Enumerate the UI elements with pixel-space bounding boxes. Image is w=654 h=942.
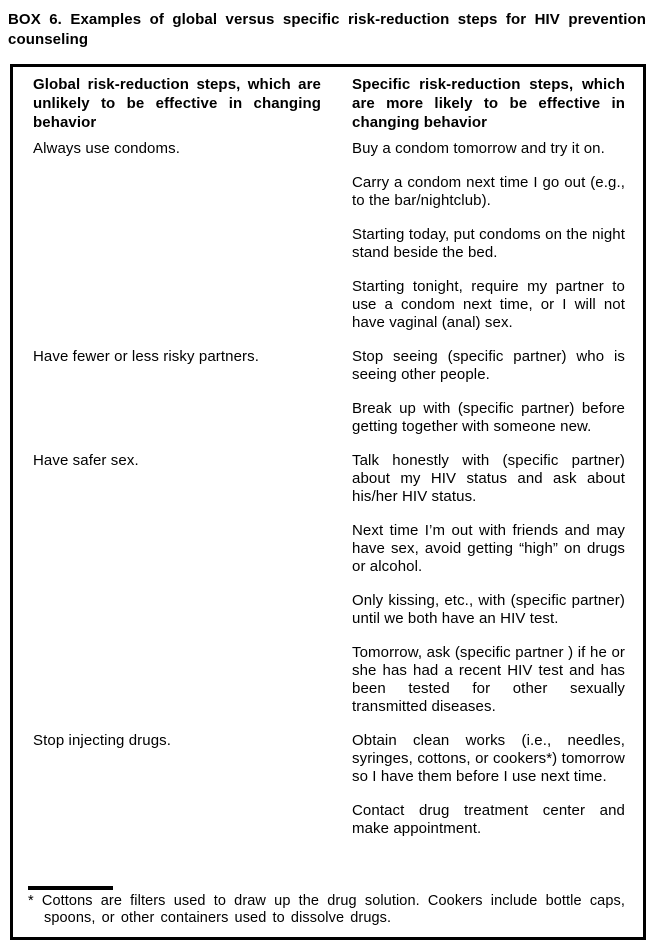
global-column-header: Global risk-reduction steps, which are unlikely to be effective in changing behavior	[33, 76, 321, 131]
specific-step-paragraph: Next time I’m out with friends and may have sex, avoid getting “high” on drugs or alcohol.	[352, 522, 625, 575]
footnote-separator-rule	[28, 886, 113, 890]
table-row	[33, 452, 625, 732]
box-title: BOX 6. Examples of global versus specific risk-reduction steps for HIV prevention counseling	[8, 11, 646, 48]
specific-step-paragraph: Buy a condom tomorrow and try it on.	[352, 140, 605, 157]
specific-steps-cell	[352, 348, 625, 452]
footnote	[28, 893, 625, 927]
specific-step-paragraph: Starting tonight, require my partner to use a condom next time, or I will not have vaginal (anal) sex.	[352, 278, 625, 331]
specific-step-paragraph: Carry a condom next time I go out (e.g., to the bar/nightclub).	[352, 174, 625, 209]
specific-step-paragraph: Starting today, put condoms on the night stand beside the bed.	[352, 226, 625, 261]
table-row	[33, 732, 625, 854]
specific-step-paragraph: Stop seeing (specific partner) who is seeing other people.	[352, 348, 625, 383]
global-step-cell: Stop injecting drugs.	[33, 732, 172, 749]
specific-step-paragraph: Talk honestly with (specific partner) about my HIV status and ask about his/her HIV status.	[352, 452, 625, 505]
column-headers	[33, 75, 625, 132]
table-row	[33, 140, 625, 348]
specific-steps-cell	[352, 452, 625, 732]
footnote-block	[28, 886, 625, 927]
specific-step-paragraph: Obtain clean works (i.e., needles, syringes, cottons, or cookers*) tomorrow so I have them before I use next time.	[352, 732, 625, 785]
specific-steps-cell	[352, 732, 625, 854]
content-box	[10, 64, 646, 940]
footnote-text: Cottons are filters used to draw up the drug solution. Cookers include bottle caps, spoons, or other containers used to dissolve drugs.	[41, 893, 625, 926]
global-step-cell: Have fewer or less risky partners.	[33, 348, 259, 365]
specific-step-paragraph: Contact drug treatment center and make appointment.	[352, 802, 625, 837]
global-step-cell: Always use condoms.	[33, 140, 180, 157]
specific-step-paragraph: Tomorrow, ask (specific partner ) if he or she has had a recent HIV test and has been tested for other sexually transmitted diseases.	[352, 644, 625, 715]
specific-steps-cell	[352, 140, 625, 348]
table-rows	[33, 140, 625, 854]
global-step-cell: Have safer sex.	[33, 452, 139, 469]
specific-step-paragraph: Only kissing, etc., with (specific partner) until we both have an HIV test.	[352, 592, 625, 627]
specific-column-header: Specific risk-reduction steps, which are more likely to be effective in changing behavior	[352, 76, 625, 131]
table-row	[33, 348, 625, 452]
footnote-marker: *	[28, 893, 34, 909]
specific-step-paragraph: Break up with (specific partner) before getting together with someone new.	[352, 400, 625, 435]
